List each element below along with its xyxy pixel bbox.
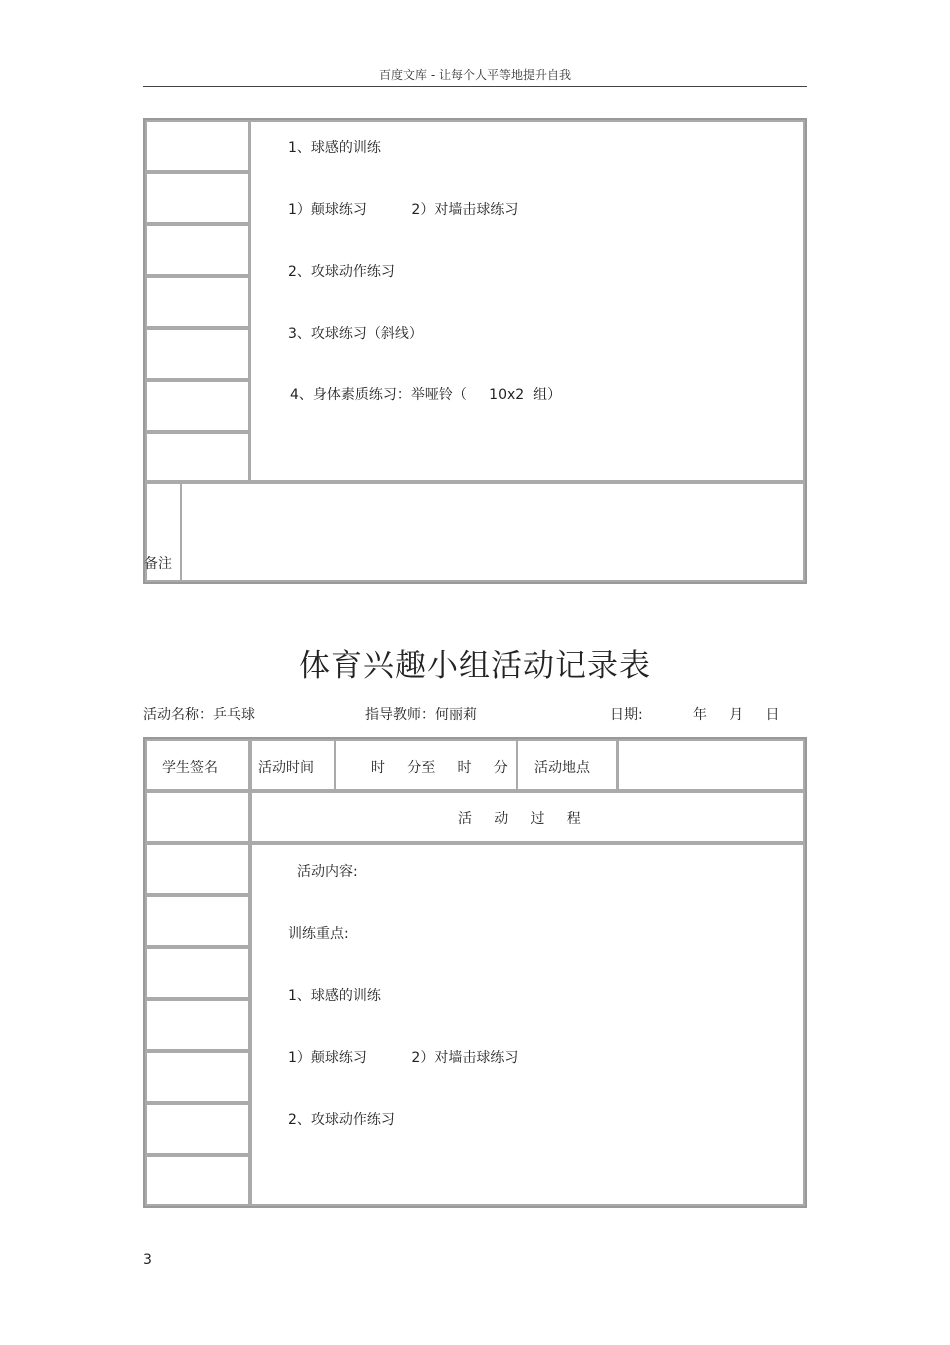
content-line: 2、攻球动作练习 <box>288 264 395 280</box>
content-line: 1）颠球练习 2）对墙击球练习 <box>288 1050 519 1066</box>
sign-cell <box>145 380 250 432</box>
content-line: 2、攻球动作练习 <box>288 1112 395 1128</box>
header-divider <box>143 86 807 87</box>
content-line: 1、球感的训练 <box>288 140 381 156</box>
sign-cell <box>145 120 250 172</box>
page-title: 体育兴趣小组活动记录表 <box>299 648 651 684</box>
sign-cell <box>145 172 250 224</box>
remark-label: 备注 <box>144 556 172 572</box>
content-line: 1、球感的训练 <box>288 988 381 1004</box>
sign-cell <box>145 947 250 999</box>
sign-cell <box>145 1155 250 1206</box>
student-sign-label: 学生签名 <box>162 760 218 776</box>
activity-time-label: 活动时间 <box>258 760 314 776</box>
time-range-label: 时 分至 时 分 <box>371 760 508 776</box>
remark-content-cell <box>180 482 805 582</box>
process-label: 活 动 过 程 <box>458 811 581 827</box>
sign-cell <box>145 276 250 328</box>
sign-cell <box>145 224 250 276</box>
place-value-cell <box>617 739 805 791</box>
page-number: 3 <box>143 1252 152 1268</box>
table1-content-cell <box>249 120 805 482</box>
sign-cell <box>145 1051 250 1103</box>
activity-name: 活动名称：乒乓球 <box>143 707 255 723</box>
sign-cell <box>145 1103 250 1155</box>
sign-cell <box>145 843 250 895</box>
sign-cell <box>145 999 250 1051</box>
date-label: 日期: <box>610 707 643 723</box>
table2-content-cell <box>250 843 805 1206</box>
focus-label: 训练重点: <box>288 926 349 942</box>
teacher-name: 指导教师：何丽莉 <box>365 707 477 723</box>
sign-cell <box>145 895 250 947</box>
content-line: 4、身体素质练习：举哑铃（ 10x2 组） <box>290 387 562 403</box>
content-line: 1）颠球练习 2）对墙击球练习 <box>288 202 519 218</box>
sign-cell <box>145 791 250 843</box>
activity-place-label: 活动地点 <box>534 760 590 776</box>
sign-cell <box>145 432 250 482</box>
sign-cell <box>145 328 250 380</box>
date-units: 年 月 日 <box>693 707 780 723</box>
page-header: 百度文库 - 让每个人平等地提升自我 <box>379 68 571 82</box>
content-line: 3、攻球练习（斜线） <box>288 326 423 342</box>
content-label: 活动内容: <box>297 864 358 880</box>
